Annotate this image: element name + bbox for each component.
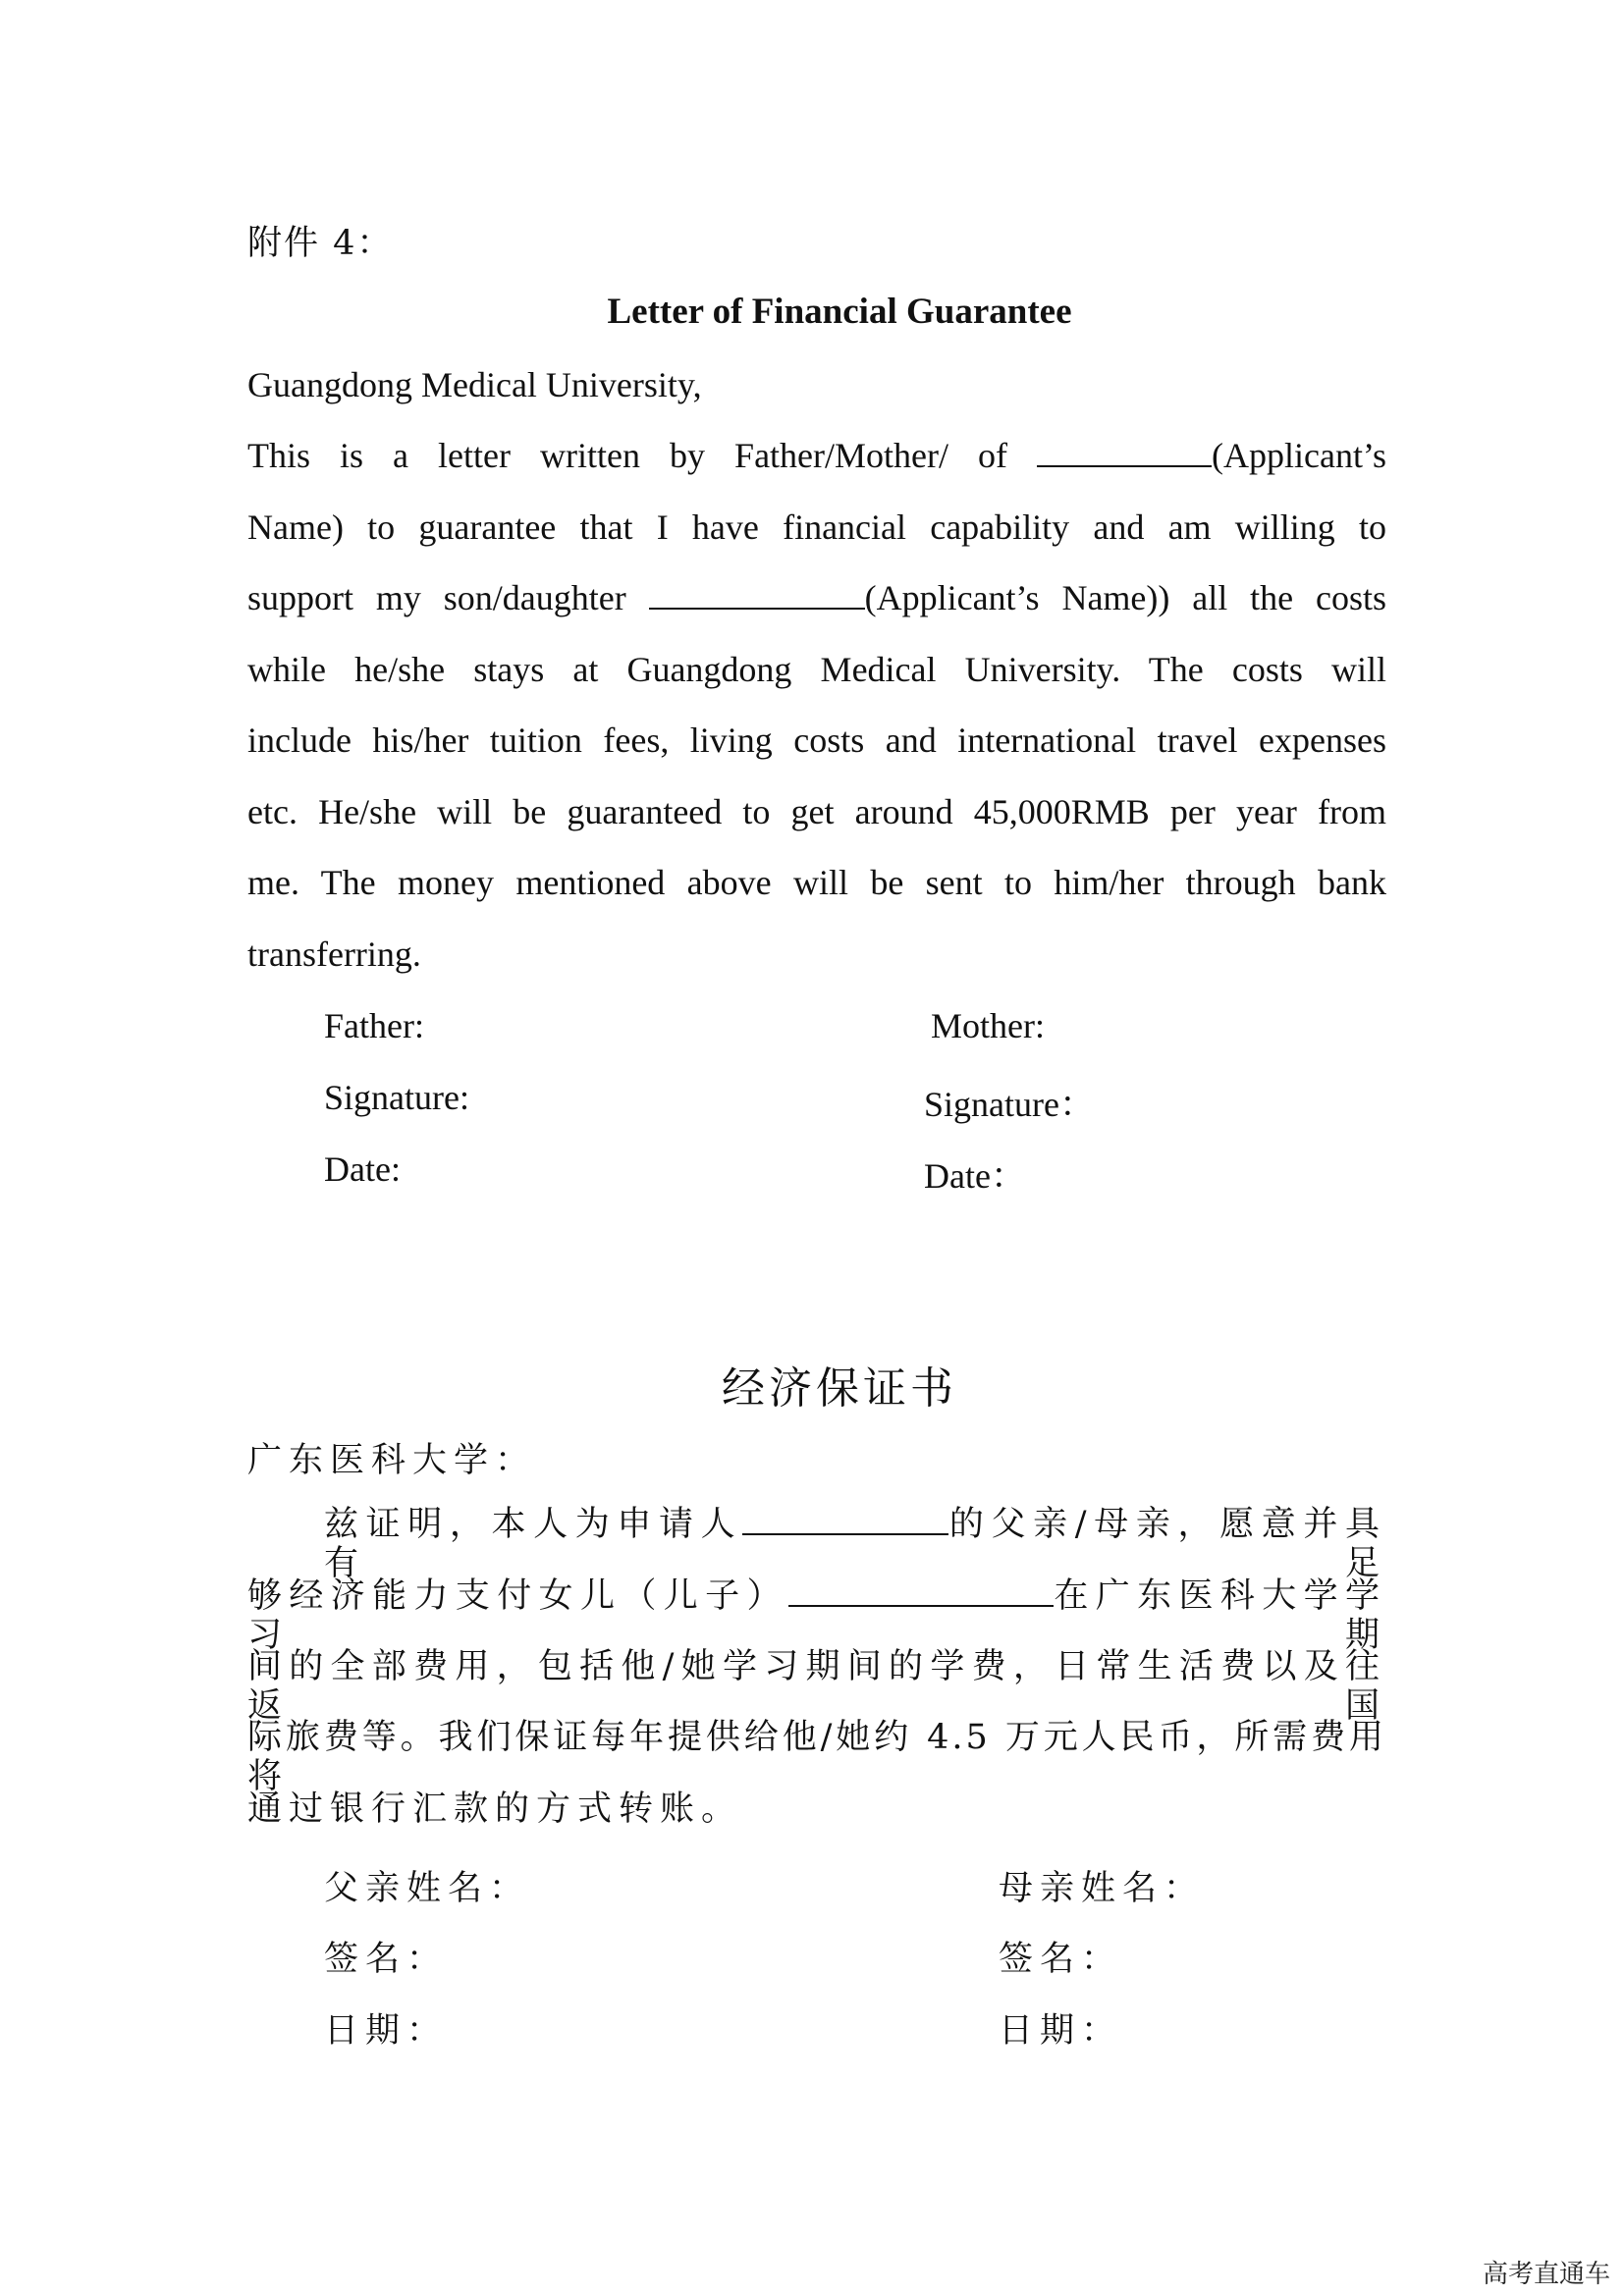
sign-right-label: 签名： [999, 1940, 1123, 1979]
sign-left-label: 签名： [324, 1940, 449, 1979]
english-line-2: Name) to guarantee that I have financial capability and am willing to [247, 507, 1386, 547]
applicant-name-blank-2 [649, 578, 865, 610]
english-title: Letter of Financial Guarantee [607, 292, 1072, 332]
date-left-zh-label: 日期： [324, 2011, 449, 2051]
attachment-label: 附件 4： [247, 224, 394, 263]
chinese-salutation: 广东医科大学： [247, 1441, 537, 1480]
father-label: Father: [324, 1006, 424, 1045]
english-line-8: transferring. [247, 934, 421, 974]
chinese-line-1-pre: 兹证明，本人为申请人 [324, 1505, 743, 1544]
signature-left-label: Signature: [324, 1078, 469, 1117]
chinese-applicant-blank-2 [788, 1575, 1054, 1607]
watermark: 高考直通车 [1482, 2260, 1610, 2289]
date-right-zh-label: 日期： [999, 2011, 1123, 2051]
english-line-4: while he/she stays at Guangdong Medical University. The costs will [247, 650, 1386, 689]
date-left-label: Date: [324, 1149, 401, 1189]
english-line-3-post: (Applicant’s Name)) all the costs [864, 578, 1386, 617]
date-right-label: Date： [924, 1156, 1026, 1196]
english-line-1-post: (Applicant’s [1212, 436, 1386, 475]
mother-name-label: 母亲姓名： [999, 1869, 1206, 1908]
signature-right-label: Signature： [924, 1085, 1095, 1124]
chinese-line-1-post: 的父亲/母亲，愿意并具有足 [324, 1505, 1386, 1583]
english-line-3-pre: support my son/daughter [247, 578, 649, 617]
english-line-1 [247, 436, 1386, 475]
chinese-line-4: 际旅费等。我们保证每年提供给他/她约 4.5 万元人民币，所需费用将 [247, 1718, 1386, 1796]
english-line-1-pre: This is a letter written by Father/Mother/ of [247, 436, 1038, 475]
chinese-line-5: 通过银行汇款的方式转账。 [247, 1789, 743, 1829]
chinese-line-2 [247, 1575, 1386, 1655]
mother-label: Mother: [931, 1006, 1045, 1045]
english-line-5: include his/her tuition fees, living costs and international travel expenses [247, 721, 1386, 760]
father-name-label: 父亲姓名： [324, 1869, 531, 1908]
chinese-line-2-post: 在广东医科大学学习期 [247, 1576, 1386, 1655]
chinese-applicant-blank-1 [742, 1504, 948, 1535]
english-line-3 [247, 578, 1386, 617]
chinese-title: 经济保证书 [722, 1363, 957, 1414]
english-salutation: Guangdong Medical University, [247, 365, 702, 404]
applicant-name-blank-1 [1037, 436, 1212, 467]
english-line-7: me. The money mentioned above will be sent to him/her through bank [247, 863, 1386, 902]
chinese-line-2-pre: 够经济能力支付女儿（儿子） [247, 1576, 788, 1616]
chinese-line-1 [324, 1504, 1386, 1583]
english-line-6: etc. He/she will be guaranteed to get around 45,000RMB per year from [247, 792, 1386, 831]
chinese-line-3: 间的全部费用，包括他/她学习期间的学费，日常生活费以及往返国 [247, 1647, 1386, 1726]
